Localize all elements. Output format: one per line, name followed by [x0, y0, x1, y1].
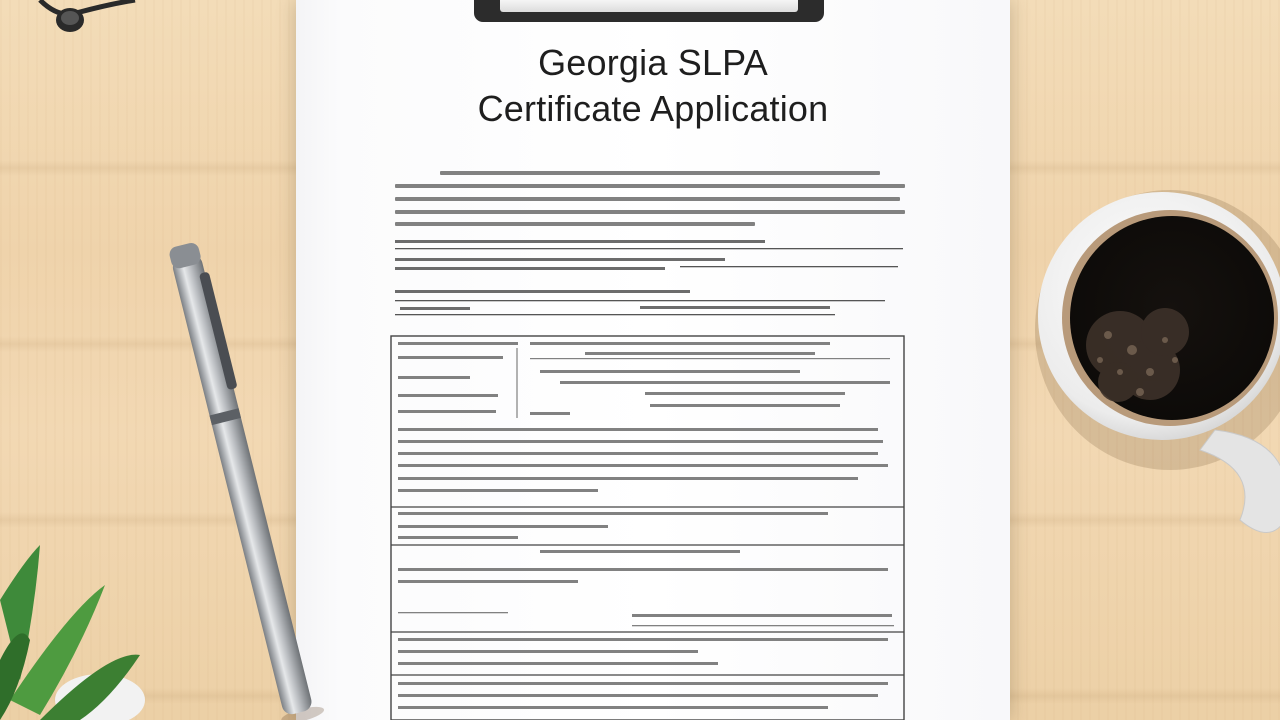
form-title-line-2: Certificate Application: [477, 88, 829, 129]
form-title-line-1: Georgia SLPA: [538, 42, 768, 83]
